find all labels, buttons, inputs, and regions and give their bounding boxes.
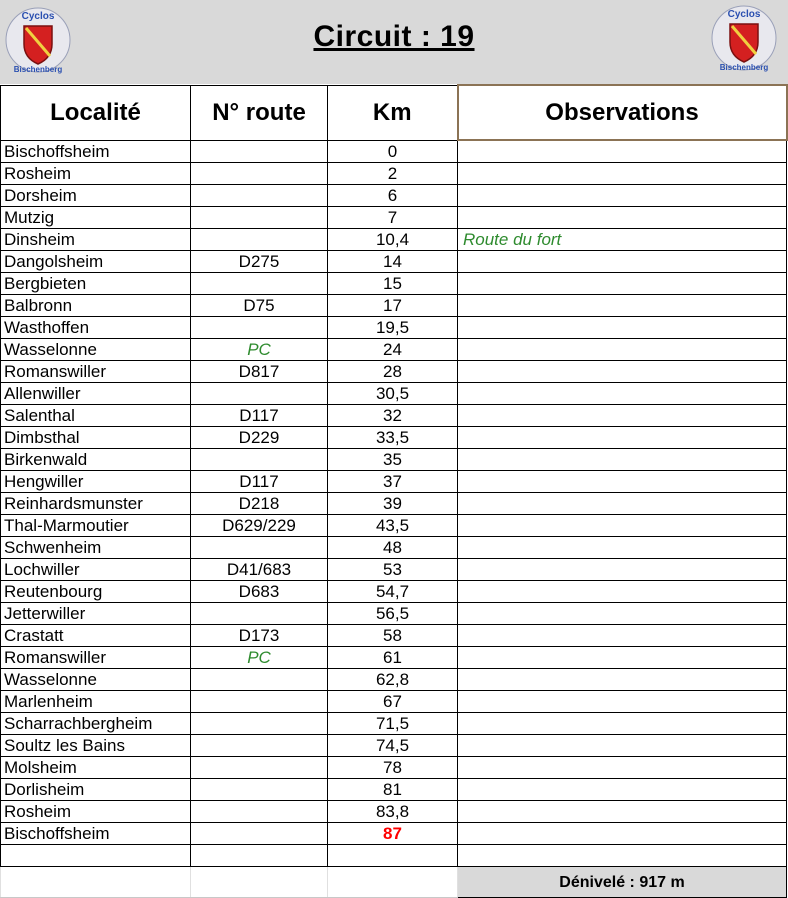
route-cell[interactable] [191,823,328,845]
km-cell[interactable]: 48 [328,537,458,559]
route-cell[interactable]: PC [191,647,328,669]
km-cell[interactable]: 39 [328,493,458,515]
table-row [1,405,787,427]
observation-cell[interactable] [458,537,787,559]
localite-cell[interactable]: Lochwiller [1,559,191,581]
table-row [1,471,787,493]
denivele-cell[interactable]: Dénivelé : 917 m [458,867,787,898]
localite-cell[interactable]: Reinhardsmunster [1,493,191,515]
localite-cell[interactable]: Marlenheim [1,691,191,713]
observation-cell[interactable] [458,185,787,207]
observation-cell[interactable] [458,163,787,185]
observation-cell[interactable] [458,823,787,845]
table-row [1,140,787,163]
svg-text:Cyclos: Cyclos [21,11,55,22]
localite-cell[interactable]: Wasselonne [1,339,191,361]
empty-cell[interactable] [458,845,787,867]
localite-cell[interactable]: Crastatt [1,625,191,647]
route-cell[interactable]: D229 [191,427,328,449]
table-row [1,515,787,537]
empty-cell[interactable] [328,867,458,898]
km-cell[interactable]: 43,5 [328,515,458,537]
route-cell[interactable] [191,691,328,713]
col-header-localite: Localité [1,85,191,140]
observation-cell[interactable] [458,339,787,361]
observation-cell[interactable] [458,405,787,427]
table-row [1,757,787,779]
table-row [1,713,787,735]
km-cell[interactable]: 30,5 [328,383,458,405]
route-cell[interactable] [191,140,328,163]
svg-text:Bischenberg: Bischenberg [13,65,63,74]
table-row-empty [1,845,787,867]
col-header-km: Km [328,85,458,140]
observation-cell[interactable]: Route du fort [458,229,787,251]
route-cell[interactable]: D41/683 [191,559,328,581]
localite-cell[interactable]: Thal-Marmoutier [1,515,191,537]
localite-cell[interactable]: Schwenheim [1,537,191,559]
observation-cell[interactable] [458,427,787,449]
route-cell[interactable] [191,449,328,471]
table-row [1,647,787,669]
observation-cell[interactable] [458,581,787,603]
localite-cell[interactable]: Wasthoffen [1,317,191,339]
localite-cell[interactable]: Dangolsheim [1,251,191,273]
observation-cell[interactable] [458,713,787,735]
observation-cell[interactable] [458,647,787,669]
km-cell[interactable]: 33,5 [328,427,458,449]
observation-cell[interactable] [458,625,787,647]
observation-cell[interactable] [458,295,787,317]
table-row [1,229,787,251]
route-cell[interactable]: D117 [191,405,328,427]
empty-cell[interactable] [1,867,191,898]
localite-cell[interactable]: Scharrachbergheim [1,713,191,735]
localite-cell[interactable]: Birkenwald [1,449,191,471]
localite-cell[interactable]: Bischoffsheim [1,140,191,163]
km-cell[interactable]: 71,5 [328,713,458,735]
localite-cell[interactable]: Mutzig [1,207,191,229]
km-cell[interactable]: 28 [328,361,458,383]
table-row [1,317,787,339]
km-cell[interactable]: 17 [328,295,458,317]
empty-cell[interactable] [328,845,458,867]
observation-cell[interactable] [458,207,787,229]
km-cell[interactable]: 53 [328,559,458,581]
route-cell[interactable] [191,801,328,823]
empty-cell[interactable] [1,845,191,867]
route-cell[interactable] [191,317,328,339]
km-cell[interactable]: 6 [328,185,458,207]
localite-cell[interactable]: Salenthal [1,405,191,427]
table-row [1,691,787,713]
page-title: Circuit : 19 [313,20,475,53]
observation-cell[interactable] [458,449,787,471]
table-row [1,383,787,405]
localite-cell[interactable]: Molsheim [1,757,191,779]
observation-cell[interactable] [458,140,787,163]
route-cell[interactable]: D218 [191,493,328,515]
localite-cell[interactable]: Rosheim [1,801,191,823]
table-row [1,163,787,185]
localite-cell[interactable]: Hengwiller [1,471,191,493]
km-cell[interactable]: 81 [328,779,458,801]
localite-cell[interactable]: Dimbsthal [1,427,191,449]
route-cell[interactable] [191,383,328,405]
svg-text:Bischenberg: Bischenberg [719,63,769,72]
km-cell[interactable]: 54,7 [328,581,458,603]
table-header-row [1,85,787,140]
km-cell[interactable]: 32 [328,405,458,427]
route-cell[interactable] [191,273,328,295]
observation-cell[interactable] [458,273,787,295]
km-cell[interactable]: 56,5 [328,603,458,625]
observation-cell[interactable] [458,383,787,405]
localite-cell[interactable]: Wasselonne [1,669,191,691]
route-cell[interactable]: D683 [191,581,328,603]
localite-cell[interactable]: Soultz les Bains [1,735,191,757]
footer-row [1,867,787,898]
table-row [1,339,787,361]
observation-cell[interactable] [458,757,787,779]
km-cell[interactable]: 87 [328,823,458,845]
localite-cell[interactable]: Bischoffsheim [1,823,191,845]
route-cell[interactable] [191,229,328,251]
localite-cell[interactable]: Romanswiller [1,647,191,669]
localite-cell[interactable]: Dorlisheim [1,779,191,801]
observation-cell[interactable] [458,801,787,823]
route-cell[interactable]: D75 [191,295,328,317]
observation-cell[interactable] [458,691,787,713]
table-row [1,823,787,845]
observation-cell[interactable] [458,471,787,493]
km-cell[interactable]: 62,8 [328,669,458,691]
km-cell[interactable]: 0 [328,140,458,163]
localite-cell[interactable]: Dinsheim [1,229,191,251]
km-cell[interactable]: 67 [328,691,458,713]
table-row [1,361,787,383]
km-cell[interactable]: 74,5 [328,735,458,757]
table-row [1,427,787,449]
km-cell[interactable]: 37 [328,471,458,493]
route-cell[interactable] [191,713,328,735]
table-row [1,735,787,757]
table-row [1,449,787,471]
observation-cell[interactable] [458,361,787,383]
route-cell[interactable]: D629/229 [191,515,328,537]
localite-cell[interactable]: Jetterwiller [1,603,191,625]
observation-cell[interactable] [458,515,787,537]
observation-cell[interactable] [458,603,787,625]
circuit-table [0,84,788,898]
club-logo-icon [710,4,778,72]
localite-cell[interactable]: Romanswiller [1,361,191,383]
km-cell[interactable]: 58 [328,625,458,647]
empty-cell[interactable] [191,845,328,867]
observation-cell[interactable] [458,559,787,581]
table-row [1,625,787,647]
table-row [1,493,787,515]
route-cell[interactable]: D817 [191,361,328,383]
table-row [1,185,787,207]
km-cell[interactable]: 78 [328,757,458,779]
km-cell[interactable]: 61 [328,647,458,669]
route-cell[interactable] [191,757,328,779]
route-cell[interactable] [191,603,328,625]
localite-cell[interactable]: Reutenbourg [1,581,191,603]
localite-cell[interactable]: Rosheim [1,163,191,185]
localite-cell[interactable]: Allenwiller [1,383,191,405]
table-row [1,251,787,273]
empty-cell[interactable] [191,867,328,898]
observation-cell[interactable] [458,669,787,691]
table-row [1,295,787,317]
observation-cell[interactable] [458,493,787,515]
table-row [1,801,787,823]
route-cell[interactable] [191,185,328,207]
route-cell[interactable] [191,163,328,185]
table-row [1,273,787,295]
header-band [0,0,788,84]
observation-cell[interactable] [458,251,787,273]
km-cell[interactable]: 15 [328,273,458,295]
table-row [1,581,787,603]
table-row [1,537,787,559]
observation-cell[interactable] [458,779,787,801]
col-header-route: N° route [191,85,328,140]
route-cell[interactable] [191,207,328,229]
route-cell[interactable]: PC [191,339,328,361]
table-row [1,669,787,691]
localite-cell[interactable]: Dorsheim [1,185,191,207]
route-cell[interactable]: D275 [191,251,328,273]
route-cell[interactable]: D117 [191,471,328,493]
route-cell[interactable] [191,669,328,691]
km-cell[interactable]: 24 [328,339,458,361]
km-cell[interactable]: 35 [328,449,458,471]
km-cell[interactable]: 2 [328,163,458,185]
route-cell[interactable] [191,537,328,559]
km-cell[interactable]: 19,5 [328,317,458,339]
route-cell[interactable] [191,735,328,757]
table-row [1,559,787,581]
km-cell[interactable]: 10,4 [328,229,458,251]
svg-text:Cyclos: Cyclos [727,9,761,20]
localite-cell[interactable]: Bergbieten [1,273,191,295]
table-row [1,207,787,229]
localite-cell[interactable]: Balbronn [1,295,191,317]
table-row [1,603,787,625]
col-header-observations[interactable]: Observations [458,85,787,140]
observation-cell[interactable] [458,317,787,339]
table-row [1,779,787,801]
km-cell[interactable]: 14 [328,251,458,273]
km-cell[interactable]: 7 [328,207,458,229]
route-cell[interactable] [191,779,328,801]
km-cell[interactable]: 83,8 [328,801,458,823]
observation-cell[interactable] [458,735,787,757]
route-cell[interactable]: D173 [191,625,328,647]
